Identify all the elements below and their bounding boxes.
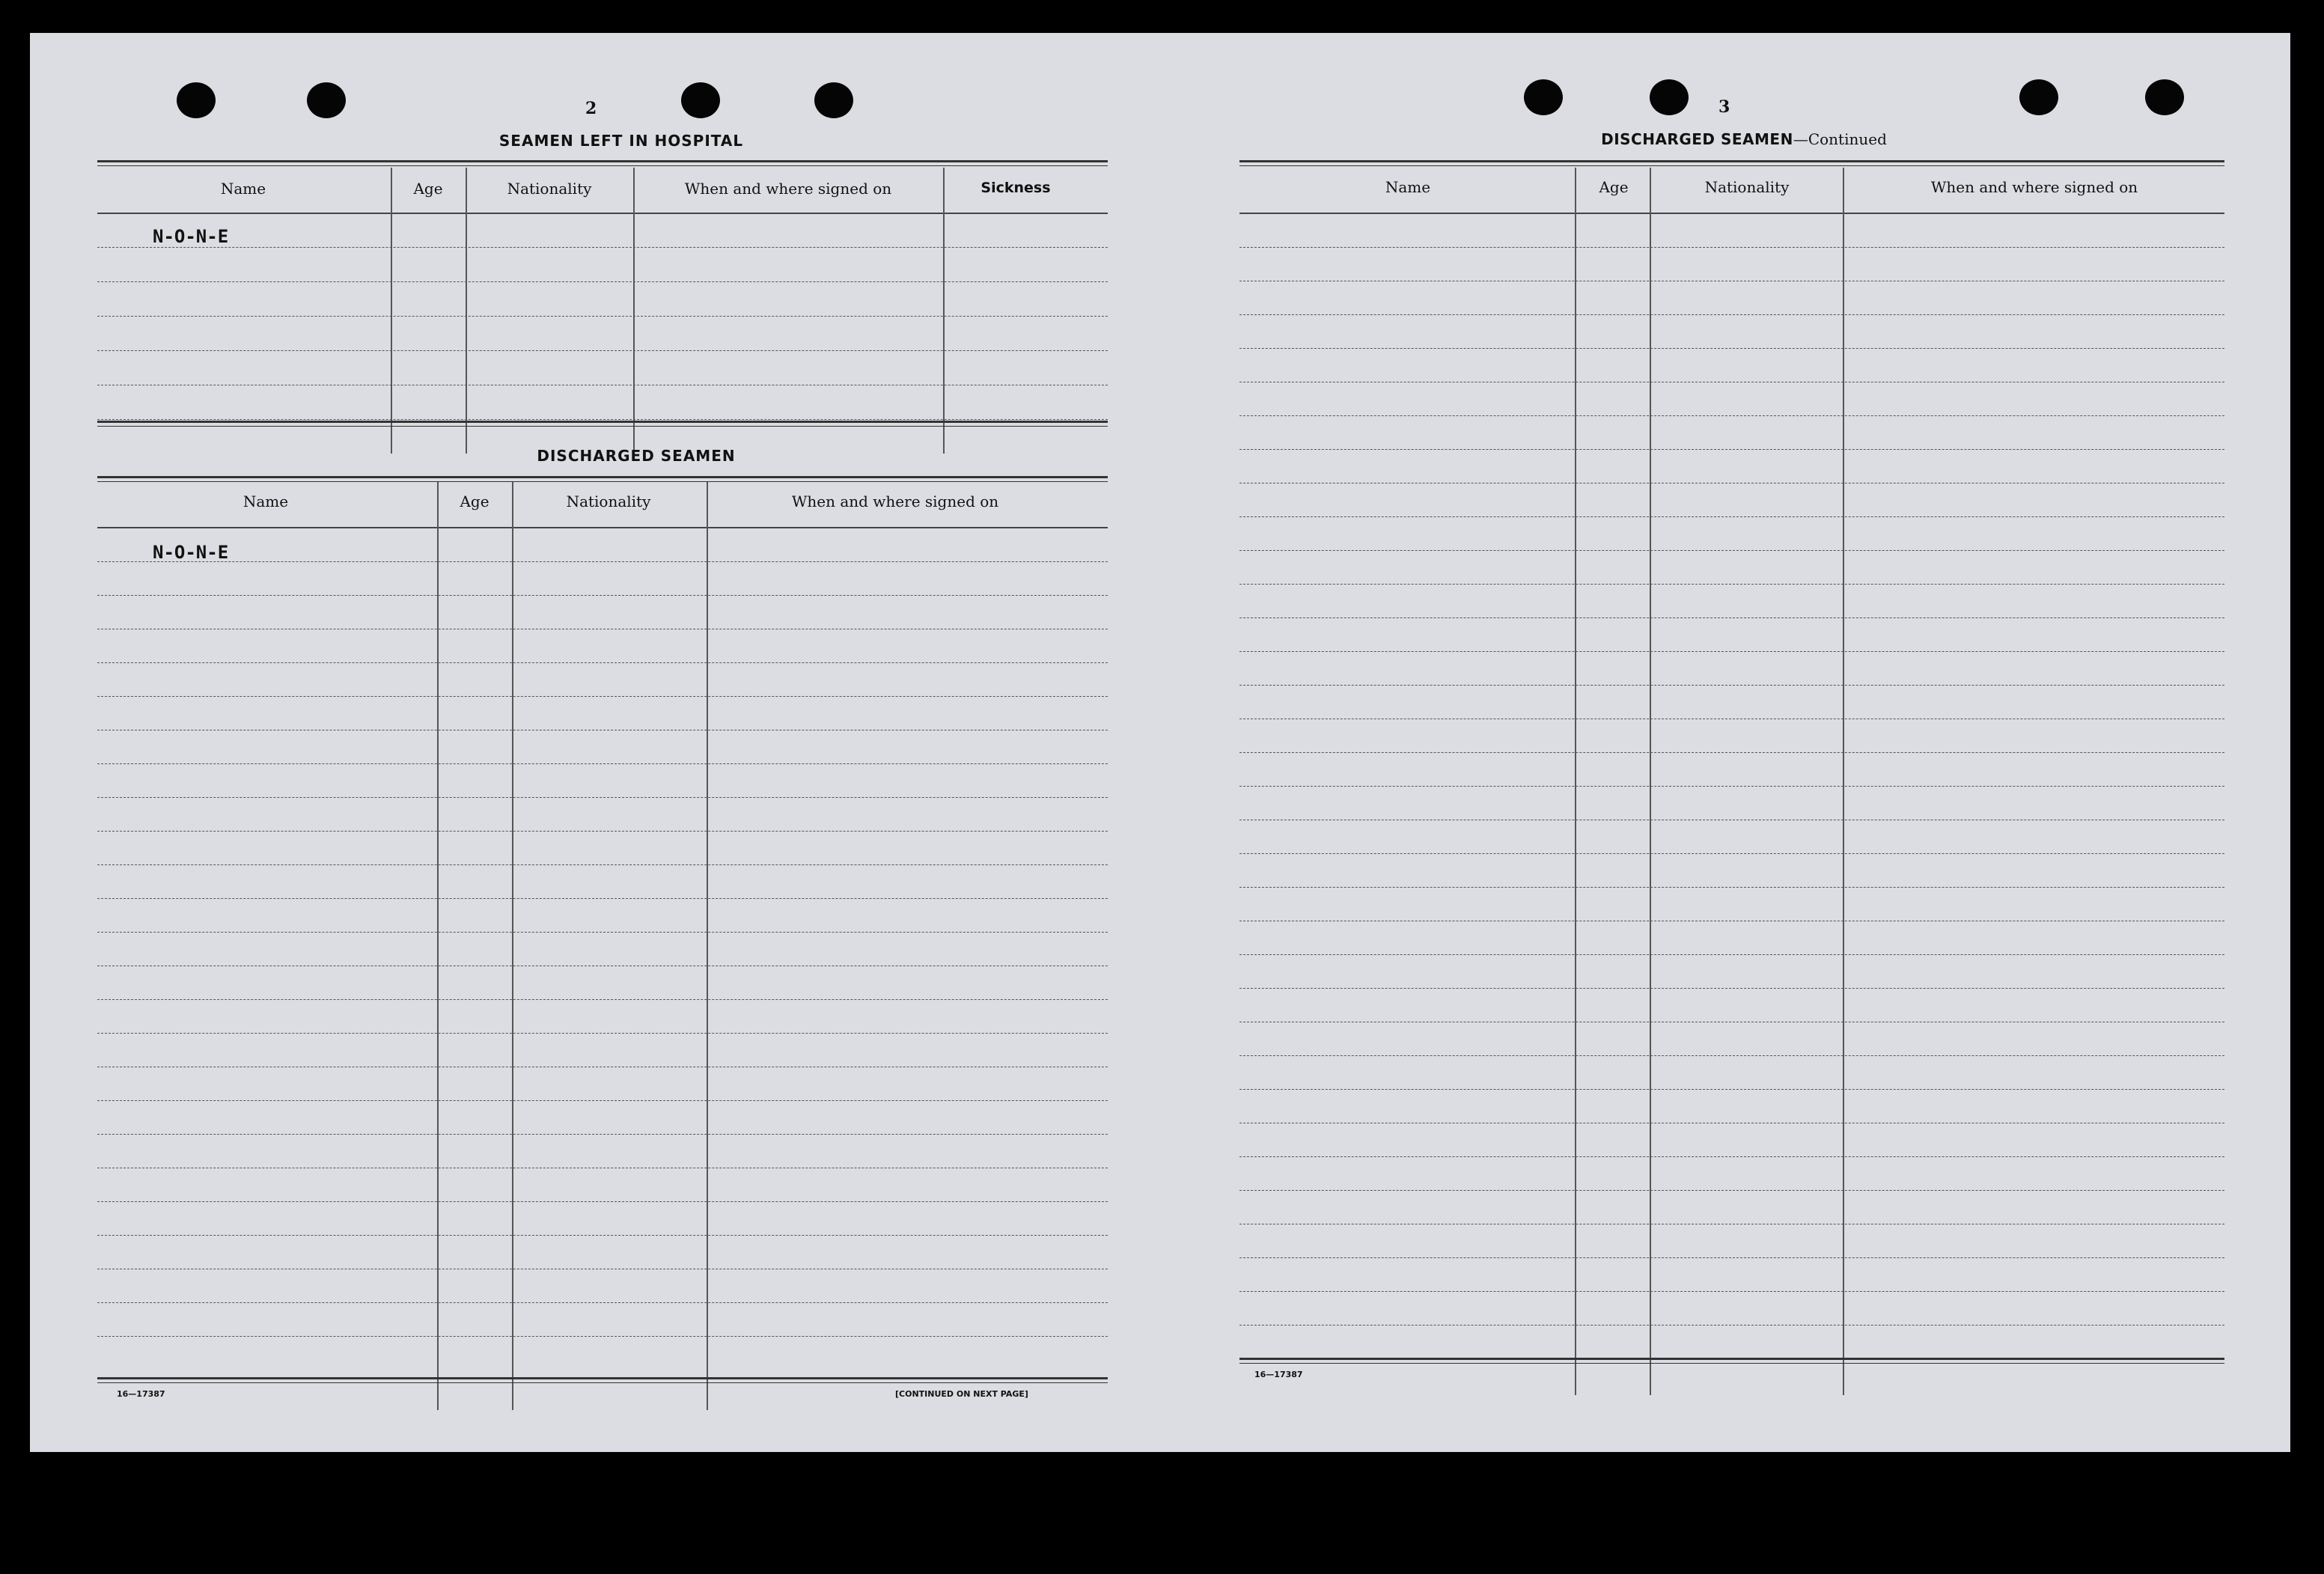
hospital-col-when-where: When and where signed on [684, 180, 892, 198]
ruled-line [97, 1302, 1108, 1303]
form-number: 16—17387 [117, 1389, 165, 1399]
ruled-line [97, 932, 1108, 933]
ruled-line [97, 247, 1108, 248]
punch-hole [307, 82, 346, 118]
right-bottom-rule [1239, 1358, 2224, 1360]
hospital-col-age: Age [413, 180, 443, 198]
ruled-line [97, 696, 1108, 697]
right-col-nationality: Nationality [1704, 178, 1790, 196]
ruled-line [1239, 247, 2224, 248]
discharged-section-title: DISCHARGED SEAMEN [537, 447, 736, 465]
hospital-col-name: Name [220, 180, 266, 198]
punch-hole [814, 82, 853, 118]
discharged-header-rule [97, 527, 1108, 528]
ruled-line [1239, 1291, 2224, 1292]
ruled-line [1239, 348, 2224, 349]
hospital-divider [391, 168, 392, 454]
punch-hole [1524, 79, 1563, 115]
ruled-line [1239, 651, 2224, 652]
ruled-line [1239, 449, 2224, 450]
discharged-entry-name: N-O-N-E [153, 542, 229, 563]
form-number: 16—17387 [1254, 1370, 1303, 1379]
ruled-line [1239, 550, 2224, 551]
ruled-line [97, 350, 1108, 351]
discharged-divider [437, 482, 439, 1410]
ruled-line [97, 864, 1108, 865]
hospital-divider [466, 168, 467, 454]
form-sheet [30, 33, 2290, 1452]
ruled-line [1239, 988, 2224, 989]
ruled-line [97, 561, 1108, 562]
right-col-when-where: When and where signed on [1930, 178, 2138, 196]
ruled-line [1239, 1089, 2224, 1090]
discharged-divider [512, 482, 513, 1410]
ruled-line [1239, 853, 2224, 854]
ruled-line [97, 316, 1108, 317]
punch-hole [2145, 79, 2184, 115]
ruled-line [1239, 483, 2224, 484]
hospital-section-title: SEAMEN LEFT IN HOSPITAL [498, 132, 744, 150]
discharged-col-when-where: When and where signed on [791, 492, 999, 510]
ruled-line [97, 831, 1108, 832]
hospital-col-sickness: Sickness [980, 180, 1051, 196]
ruled-line [97, 1336, 1108, 1337]
hospital-top-rule [97, 160, 1108, 162]
ruled-line [97, 1134, 1108, 1135]
hospital-bottom-rule [97, 421, 1108, 423]
ruled-line [97, 1201, 1108, 1202]
ruled-line [1239, 685, 2224, 686]
punch-hole [177, 82, 216, 118]
ruled-line [1239, 617, 2224, 618]
hospital-divider [633, 168, 635, 454]
ruled-line [1239, 314, 2224, 315]
punch-hole [2019, 79, 2058, 115]
right-divider [1575, 168, 1576, 1395]
ruled-line [97, 797, 1108, 798]
page-number: 3 [1718, 97, 1730, 117]
ruled-line [1239, 415, 2224, 416]
page-number: 2 [585, 99, 597, 118]
ruled-line [97, 763, 1108, 764]
right-divider [1843, 168, 1844, 1395]
right-col-name: Name [1385, 178, 1431, 196]
right-top-rule [1239, 160, 2224, 162]
ruled-line [1239, 1325, 2224, 1326]
ruled-line [97, 999, 1108, 1000]
ruled-line [1239, 1257, 2224, 1258]
ruled-line [1239, 1156, 2224, 1157]
continued-title-suffix: —Continued [1793, 130, 1887, 148]
hospital-header-rule [97, 213, 1108, 214]
right-header-rule [1239, 213, 2224, 214]
discharged-divider [707, 482, 708, 1410]
ruled-line [1239, 516, 2224, 517]
continued-title-main: DISCHARGED SEAMEN [1601, 130, 1793, 148]
discharged-top-rule [97, 476, 1108, 478]
discharged-col-name: Name [243, 492, 289, 510]
ruled-line [1239, 752, 2224, 753]
ruled-line [1239, 954, 2224, 955]
ruled-line [97, 662, 1108, 663]
ruled-line [97, 898, 1108, 899]
hospital-entry-name: N-O-N-E [153, 226, 229, 247]
ruled-line [1239, 786, 2224, 787]
punch-hole [1650, 79, 1689, 115]
ruled-line [97, 1033, 1108, 1034]
ruled-line [1239, 584, 2224, 585]
right-divider [1650, 168, 1651, 1395]
ruled-line [1239, 887, 2224, 888]
ruled-line [1239, 1055, 2224, 1056]
ruled-line [97, 595, 1108, 596]
ruled-line [97, 419, 1108, 420]
punch-hole [681, 82, 720, 118]
discharged-col-nationality: Nationality [566, 492, 651, 510]
discharged-col-age: Age [460, 492, 489, 510]
continued-section-title [1437, 130, 2051, 148]
right-col-age: Age [1599, 178, 1629, 196]
hospital-col-nationality: Nationality [507, 180, 592, 198]
ruled-line [1239, 1190, 2224, 1191]
hospital-divider [943, 168, 945, 454]
continued-note: [CONTINUED ON NEXT PAGE] [895, 1389, 1028, 1399]
ruled-line [97, 1100, 1108, 1101]
ruled-line [97, 281, 1108, 282]
discharged-bottom-rule [97, 1377, 1108, 1379]
ruled-line [97, 1235, 1108, 1236]
